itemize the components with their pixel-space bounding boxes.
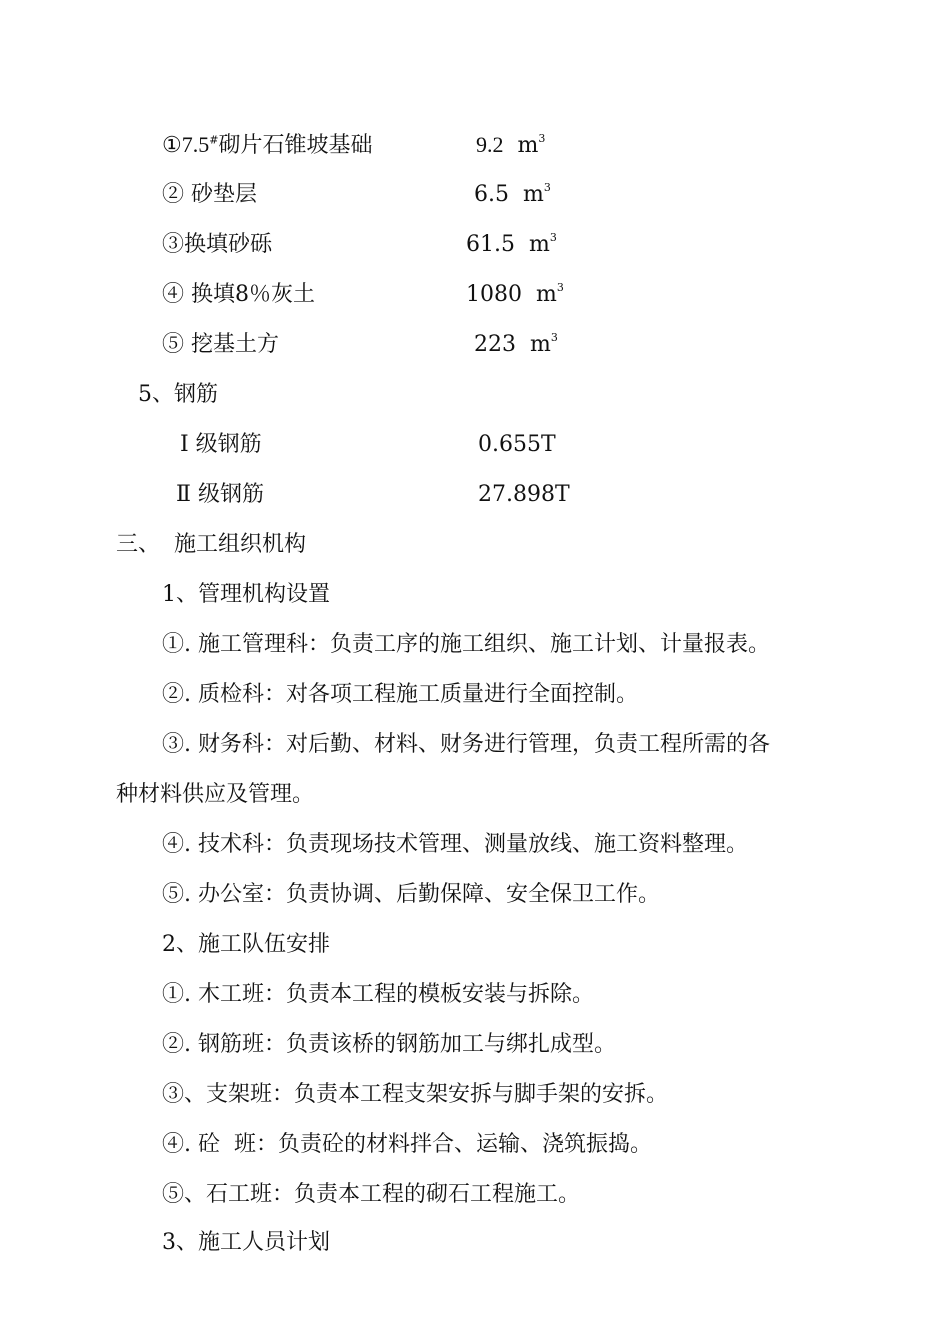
paragraph: ②. 质检科：对各项工程施工质量进行全面控制。 (162, 682, 638, 707)
quantity-value: 223 $m^3$ (474, 331, 558, 357)
quantity-label: ② 砂垫层 (162, 182, 258, 207)
steel-heading: 5、钢筋 (138, 382, 218, 407)
paragraph: ⑤. 办公室：负责协调、后勤保障、安全保卫工作。 (162, 882, 660, 907)
paragraph: ①. 施工管理科：负责工序的施工组织、施工计划、计量报表。 (162, 632, 770, 657)
paragraph: ③. 财务科：对后勤、材料、财务进行管理，负责工程所需的各 (162, 732, 770, 757)
paragraph: ①. 木工班：负责本工程的模板安装与拆除。 (162, 982, 594, 1007)
subsection-heading: 2、施工队伍安排 (162, 932, 330, 957)
steel-label: Ⅱ 级钢筋 (176, 482, 264, 507)
quantity-label: ④ 换填8％灰土 (162, 282, 316, 307)
steel-value: 0.655T (478, 432, 556, 457)
quantity-value: 1080 $m^3$ (466, 281, 564, 307)
quantity-value: 9.2 $m^3$ (476, 132, 546, 158)
steel-value: 27.898T (478, 482, 570, 507)
paragraph: ④. 砼 班：负责砼的材料拌合、运输、浇筑振捣。 (162, 1132, 652, 1157)
quantity-label: ⑤ 挖基土方 (162, 332, 280, 357)
paragraph: ⑤、石工班：负责本工程的砌石工程施工。 (162, 1182, 581, 1207)
paragraph: ④. 技术科：负责现场技术管理、测量放线、施工资料整理。 (162, 832, 748, 857)
section-heading: 三、 施工组织机构 (116, 532, 306, 557)
quantity-value: 61.5 $m^3$ (466, 231, 557, 257)
subsection-heading: 3、施工人员计划 (162, 1230, 330, 1255)
quantity-value: 6.5 $m^3$ (474, 181, 551, 207)
paragraph: ③、支架班：负责本工程支架安拆与脚手架的安拆。 (162, 1082, 669, 1107)
quantity-label: ①7.5#砌片石锥坡基础 (162, 132, 373, 158)
paragraph: ②. 钢筋班：负责该桥的钢筋加工与绑扎成型。 (162, 1032, 616, 1057)
quantity-label: ③换填砂砾 (162, 232, 273, 257)
paragraph-continuation: 种材料供应及管理。 (116, 782, 315, 807)
subsection-heading: 1、管理机构设置 (162, 582, 330, 607)
steel-label: Ⅰ 级钢筋 (180, 432, 262, 457)
